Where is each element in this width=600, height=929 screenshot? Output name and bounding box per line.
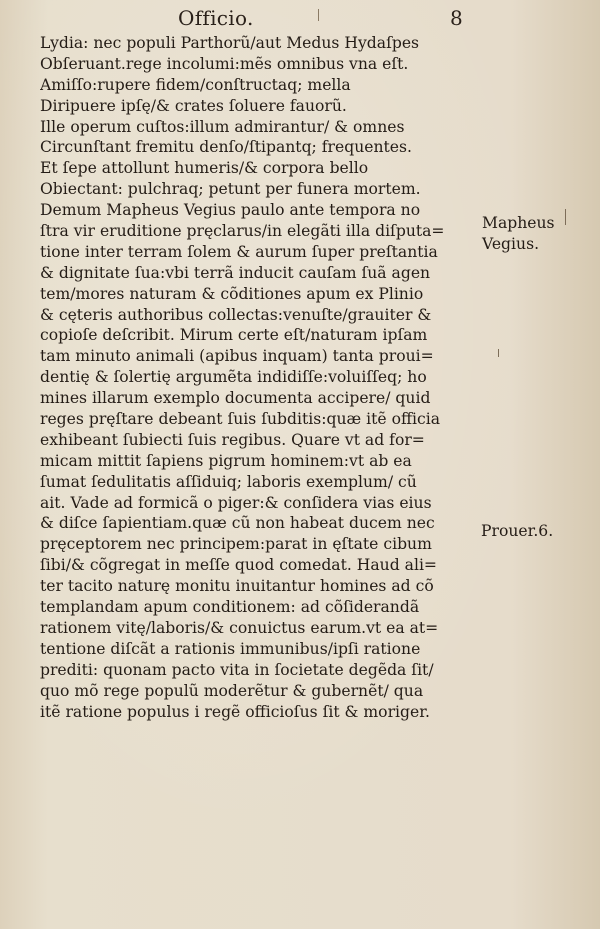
text-line: & dignitate ſua:vbi terrã inducit cauſam ſuã agen xyxy=(40,263,431,282)
text-line: itẽ ratione populus i regẽ officioſus ſit & moriger. xyxy=(40,702,430,721)
text-line: Demum Mapheus Vegius paulo ante tempora no xyxy=(40,201,421,220)
text-line: prediti: quonam pacto vita in ſocietate degẽda ſit/ xyxy=(40,660,434,679)
text-line: tentione diſcãt a rationis immunibus/ipſi ratione xyxy=(40,639,421,658)
text-line: Obiectant: pulchraq; petunt per funera mortem. xyxy=(40,180,421,199)
text-line: dentię & ſolertię argumẽta indidiſſe:voluiſſeq; ho xyxy=(40,368,427,387)
text-line: Amiſſo:rupere fidem/conſtructaq; mella xyxy=(40,75,351,94)
marginal-note-prouer xyxy=(481,521,553,542)
text-block xyxy=(40,33,480,722)
text-line: ait. Vade ad formicã o piger:& conſidera vias eius xyxy=(40,493,432,512)
text-line: mines illarum exemplo documenta accipere/ quid xyxy=(40,389,431,408)
text-line: reges pręſtare debeant ſuis ſubditis:quæ itẽ officia xyxy=(40,410,441,429)
text-line: copioſe deſcribit. Mirum certe eſt/naturam ipſam xyxy=(40,326,428,345)
text-line: ſibi/& cõgregat in meſſe quod comedat. Haud ali= xyxy=(40,556,438,575)
text-line: Circunſtant fremitu denſo/ſtipantq; frequentes. xyxy=(40,138,412,157)
text-line: ter tacito naturę monitu inuitantur homines ad cõ xyxy=(40,577,434,596)
text-line: tione inter terram ſolem & aurum ſuper preſtantia xyxy=(40,242,438,261)
text-line: pręceptorem nec principem:parat in ęſtate cibum xyxy=(40,535,432,554)
text-line: rationem vitę/laboris/& conuictus earum.vt ea at= xyxy=(40,618,439,637)
text-line: tam minuto animali (apibus inquam) tanta proui= xyxy=(40,347,434,366)
marginal-note-mapheus-vegius xyxy=(482,213,555,255)
text-line: tem/mores naturam & cõditiones apum ex Plinio xyxy=(40,284,424,303)
running-title: Officio. xyxy=(178,6,254,30)
text-line: Ille operum cuſtos:illum admirantur/ & omnes xyxy=(40,117,405,136)
text-line: exhibeant ſubiecti ſuis regibus. Quare vt ad for= xyxy=(40,430,425,449)
folio-number: 8 xyxy=(450,6,463,30)
text-line: Diripuere ipſę/& crates ſoluere fauorũ. xyxy=(40,96,347,115)
ink-mark xyxy=(498,349,499,357)
text-line: ſtra vir eruditione pręclarus/in elegãti illa diſputa= xyxy=(40,222,445,241)
text-line: & cęteris authoribus collectas:venuſte/grauiter & xyxy=(40,305,432,324)
text-line: & diſce ſapientiam.quæ cũ non habeat ducem nec xyxy=(40,514,435,533)
ink-mark xyxy=(318,9,319,21)
marginal-note-text: Mapheus Vegius. xyxy=(482,214,555,253)
text-line: templandam apum conditionem: ad cõſiderandã xyxy=(40,598,420,617)
ink-mark xyxy=(565,209,566,225)
text-line: ſumat ſedulitatis aſſiduiq; laboris exemplum/ cũ xyxy=(40,472,417,491)
text-line: micam mittit ſapiens pigrum hominem:vt ab ea xyxy=(40,451,412,470)
text-line: quo mõ rege populũ moderẽtur & gubernẽt/ qua xyxy=(40,681,424,700)
text-line: Et ſepe attollunt humeris/& corpora bello xyxy=(40,159,369,178)
text-line: Lydia: nec populi Parthorũ/aut Medus Hydaſpes xyxy=(40,34,420,52)
text-line: Obſeruant.rege incolumi:mẽs omnibus vna eſt. xyxy=(40,54,409,73)
marginal-note-text: Prouer.6. xyxy=(481,522,554,540)
